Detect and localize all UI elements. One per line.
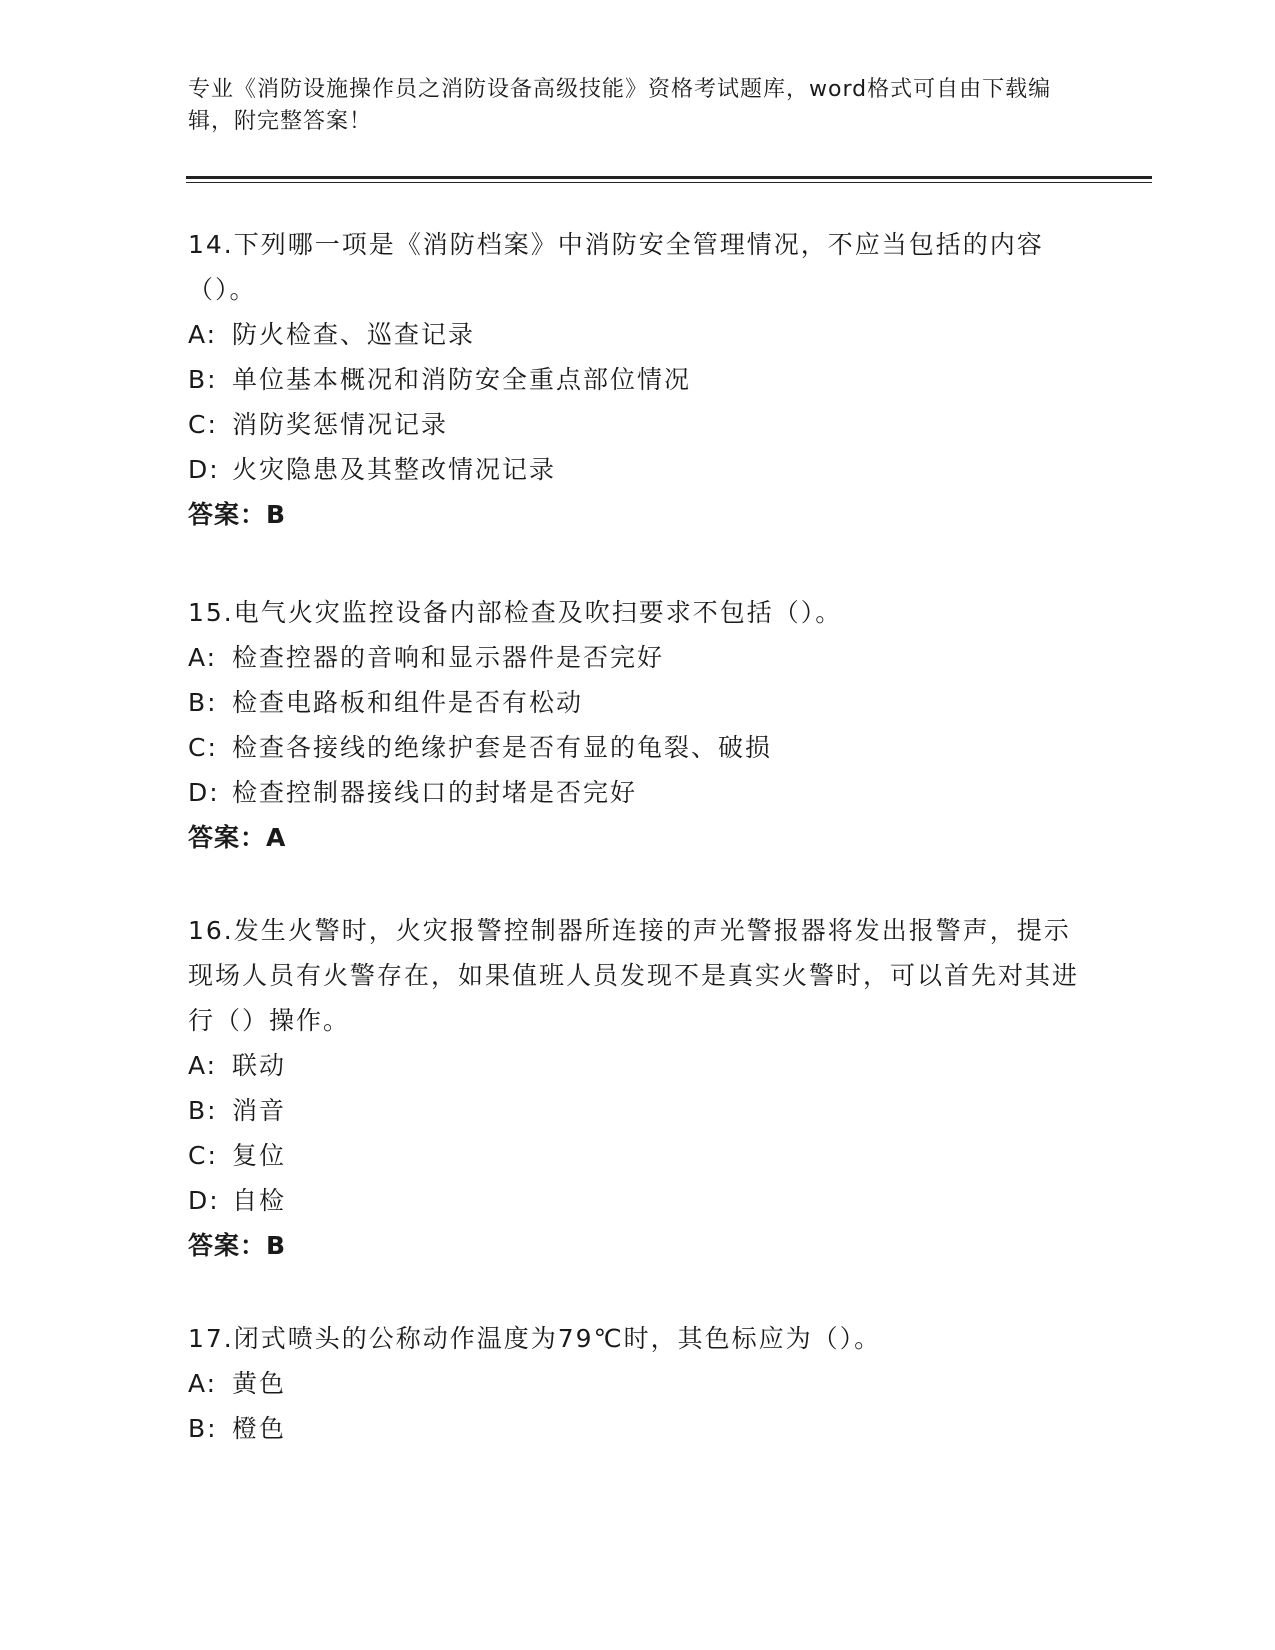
- option-key: B:: [188, 1096, 218, 1125]
- option-c: [188, 1133, 1088, 1178]
- answer-line: 答案：B: [188, 1231, 287, 1260]
- option-key: C:: [188, 410, 218, 439]
- option-key: A:: [188, 643, 218, 672]
- option-text: 防火检查、巡查记录: [232, 320, 476, 349]
- option-text: 自检: [232, 1186, 287, 1215]
- answer-line: 答案：A: [188, 823, 287, 852]
- option-c: [188, 402, 1088, 447]
- document-intro: 专业《消防设施操作员之消防设备高级技能》资格考试题库，word格式可自由下载编辑，附完整答案！: [188, 77, 1052, 134]
- option-a: [188, 312, 1088, 357]
- option-text: 检查控制器接线口的封堵是否完好: [232, 778, 638, 807]
- option-key: A:: [188, 1051, 218, 1080]
- option-text: 黄色: [232, 1369, 287, 1398]
- option-a: [188, 1043, 1088, 1088]
- question-15: [188, 590, 1088, 860]
- option-key: A:: [188, 320, 218, 349]
- option-text: 消防奖惩情况记录: [232, 410, 449, 439]
- option-key: C:: [188, 1141, 218, 1170]
- option-a: [188, 1361, 1088, 1406]
- option-text: 检查各接线的绝缘护套是否有显的龟裂、破损: [232, 733, 773, 762]
- option-d: [188, 770, 1088, 815]
- option-a: [188, 635, 1088, 680]
- option-key: B:: [188, 1414, 218, 1443]
- option-c: [188, 725, 1088, 770]
- question-16: [188, 908, 1088, 1268]
- option-key: B:: [188, 365, 218, 394]
- question-stem: 17.闭式喷头的公称动作温度为79℃时，其色标应为（）。: [188, 1324, 882, 1353]
- option-b: [188, 1406, 1088, 1451]
- option-key: D:: [188, 1186, 220, 1215]
- question-14: [188, 222, 1088, 537]
- option-key: B:: [188, 688, 218, 717]
- option-key: C:: [188, 733, 218, 762]
- option-text: 联动: [232, 1051, 287, 1080]
- header-divider-thin: [186, 182, 1152, 183]
- question-stem: 14.下列哪一项是《消防档案》中消防安全管理情况，不应当包括的内容（）。: [188, 230, 1044, 304]
- option-b: [188, 1088, 1088, 1133]
- option-key: D:: [188, 778, 220, 807]
- option-text: 单位基本概况和消防安全重点部位情况: [232, 365, 692, 394]
- option-key: A:: [188, 1369, 218, 1398]
- answer-line: 答案：B: [188, 500, 287, 529]
- question-stem: 16.发生火警时，火灾报警控制器所连接的声光警报器将发出报警声，提示现场人员有火警存在，如果值班人员发现不是真实火警时，可以首先对其进行（）操作。: [188, 916, 1080, 1035]
- question-stem: 15.电气火灾监控设备内部检查及吹扫要求不包括（）。: [188, 598, 843, 627]
- option-text: 橙色: [232, 1414, 287, 1443]
- option-text: 复位: [232, 1141, 287, 1170]
- option-text: 检查电路板和组件是否有松动: [232, 688, 584, 717]
- option-b: [188, 357, 1088, 402]
- option-b: [188, 680, 1088, 725]
- option-d: [188, 1178, 1088, 1223]
- option-text: 火灾隐患及其整改情况记录: [232, 455, 557, 484]
- question-17: [188, 1316, 1088, 1451]
- option-key: D:: [188, 455, 220, 484]
- header-divider-thick: [186, 176, 1152, 179]
- option-text: 检查控器的音响和显示器件是否完好: [232, 643, 665, 672]
- option-text: 消音: [232, 1096, 287, 1125]
- option-d: [188, 447, 1088, 492]
